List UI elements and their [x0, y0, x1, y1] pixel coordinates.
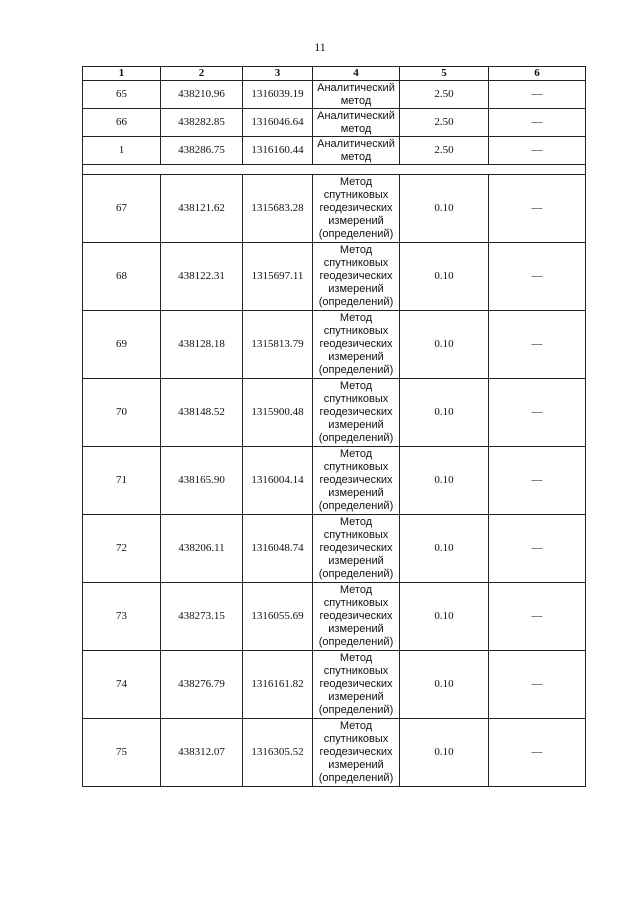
header-cell: 5: [400, 67, 489, 81]
note-cell: —: [489, 719, 586, 787]
y-coordinate-cell: 1316055.69: [243, 583, 313, 651]
header-cell: 1: [83, 67, 161, 81]
point-number-cell: 65: [83, 81, 161, 109]
note-cell: —: [489, 109, 586, 137]
table-row: [83, 651, 586, 719]
note-cell: —: [489, 243, 586, 311]
error-cell: 2.50: [400, 81, 489, 109]
method-cell: Метод спутниковых геодезических измерений (определений): [313, 175, 400, 243]
table-header-row: [83, 67, 586, 81]
error-cell: 2.50: [400, 137, 489, 165]
note-cell: —: [489, 447, 586, 515]
note-cell: —: [489, 81, 586, 109]
table-row: [83, 583, 586, 651]
method-cell: Метод спутниковых геодезических измерений (определений): [313, 651, 400, 719]
x-coordinate-cell: 438206.11: [161, 515, 243, 583]
error-cell: 0.10: [400, 583, 489, 651]
error-cell: 0.10: [400, 651, 489, 719]
table-row: [83, 109, 586, 137]
y-coordinate-cell: 1315813.79: [243, 311, 313, 379]
table-row: [83, 719, 586, 787]
x-coordinate-cell: 438286.75: [161, 137, 243, 165]
error-cell: 0.10: [400, 719, 489, 787]
note-cell: —: [489, 515, 586, 583]
x-coordinate-cell: 438122.31: [161, 243, 243, 311]
x-coordinate-cell: 438128.18: [161, 311, 243, 379]
x-coordinate-cell: 438273.15: [161, 583, 243, 651]
y-coordinate-cell: 1316004.14: [243, 447, 313, 515]
note-cell: —: [489, 311, 586, 379]
point-number-cell: 73: [83, 583, 161, 651]
error-cell: 0.10: [400, 243, 489, 311]
table-row: [83, 81, 586, 109]
point-number-cell: 66: [83, 109, 161, 137]
note-cell: —: [489, 583, 586, 651]
x-coordinate-cell: 438165.90: [161, 447, 243, 515]
point-number-cell: 67: [83, 175, 161, 243]
coordinates-table-body: [83, 67, 586, 787]
method-cell: Аналитический метод: [313, 81, 400, 109]
header-cell: 6: [489, 67, 586, 81]
method-cell: Метод спутниковых геодезических измерений (определений): [313, 243, 400, 311]
method-cell: Метод спутниковых геодезических измерений (определений): [313, 515, 400, 583]
error-cell: 0.10: [400, 515, 489, 583]
method-cell: Метод спутниковых геодезических измерений (определений): [313, 447, 400, 515]
header-cell: 2: [161, 67, 243, 81]
point-number-cell: 74: [83, 651, 161, 719]
table-row: [83, 447, 586, 515]
table-row: [83, 243, 586, 311]
header-cell: 3: [243, 67, 313, 81]
x-coordinate-cell: 438148.52: [161, 379, 243, 447]
table-row: [83, 175, 586, 243]
note-cell: —: [489, 651, 586, 719]
note-cell: —: [489, 137, 586, 165]
point-number-cell: 71: [83, 447, 161, 515]
coordinates-table: [82, 66, 586, 787]
point-number-cell: 70: [83, 379, 161, 447]
header-cell: 4: [313, 67, 400, 81]
table-row: [83, 379, 586, 447]
page-number: 11: [314, 40, 326, 54]
y-coordinate-cell: 1316048.74: [243, 515, 313, 583]
y-coordinate-cell: 1316046.64: [243, 109, 313, 137]
table-row: [83, 515, 586, 583]
y-coordinate-cell: 1315683.28: [243, 175, 313, 243]
section-divider-row: [83, 165, 586, 175]
error-cell: 0.10: [400, 311, 489, 379]
x-coordinate-cell: 438210.96: [161, 81, 243, 109]
point-number-cell: 1: [83, 137, 161, 165]
method-cell: Метод спутниковых геодезических измерений (определений): [313, 719, 400, 787]
y-coordinate-cell: 1315697.11: [243, 243, 313, 311]
error-cell: 0.10: [400, 175, 489, 243]
error-cell: 0.10: [400, 379, 489, 447]
x-coordinate-cell: 438282.85: [161, 109, 243, 137]
y-coordinate-cell: 1316161.82: [243, 651, 313, 719]
y-coordinate-cell: 1316039.19: [243, 81, 313, 109]
y-coordinate-cell: 1316160.44: [243, 137, 313, 165]
method-cell: Аналитический метод: [313, 109, 400, 137]
point-number-cell: 72: [83, 515, 161, 583]
note-cell: —: [489, 379, 586, 447]
x-coordinate-cell: 438121.62: [161, 175, 243, 243]
x-coordinate-cell: 438276.79: [161, 651, 243, 719]
point-number-cell: 69: [83, 311, 161, 379]
section-divider-cell: [83, 165, 586, 175]
x-coordinate-cell: 438312.07: [161, 719, 243, 787]
y-coordinate-cell: 1316305.52: [243, 719, 313, 787]
point-number-cell: 75: [83, 719, 161, 787]
method-cell: Метод спутниковых геодезических измерений (определений): [313, 583, 400, 651]
error-cell: 2.50: [400, 109, 489, 137]
y-coordinate-cell: 1315900.48: [243, 379, 313, 447]
error-cell: 0.10: [400, 447, 489, 515]
method-cell: Аналитический метод: [313, 137, 400, 165]
method-cell: Метод спутниковых геодезических измерений (определений): [313, 311, 400, 379]
point-number-cell: 68: [83, 243, 161, 311]
method-cell: Метод спутниковых геодезических измерений (определений): [313, 379, 400, 447]
table-row: [83, 137, 586, 165]
note-cell: —: [489, 175, 586, 243]
table-row: [83, 311, 586, 379]
